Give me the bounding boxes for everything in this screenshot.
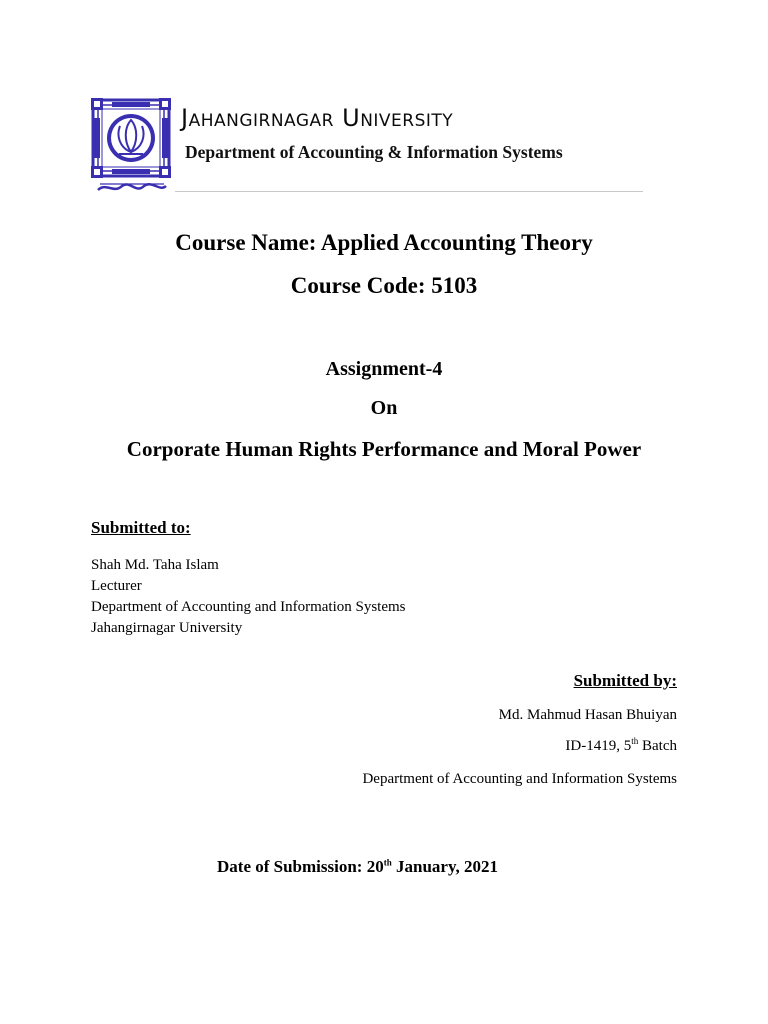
date-prefix: Date of Submission: 20 bbox=[217, 857, 384, 876]
submitter-id-suffix: Batch bbox=[638, 738, 677, 754]
recipient-university: Jahangirnagar University bbox=[91, 620, 243, 636]
submitter-department: Department of Accounting and Information Systems bbox=[362, 771, 677, 787]
header-divider bbox=[175, 191, 643, 192]
course-code: Course Code: 5103 bbox=[290, 273, 478, 298]
course-name: Course Name: Applied Accounting Theory bbox=[175, 230, 593, 255]
university-logo-icon bbox=[90, 98, 172, 198]
submitted-to-heading: Submitted to: bbox=[91, 518, 191, 537]
submitted-to-details bbox=[91, 555, 406, 639]
assignment-title: Assignment-4 bbox=[325, 358, 443, 380]
department-name: Department of Accounting & Information Systems bbox=[185, 142, 563, 162]
recipient-department: Department of Accounting and Information Systems bbox=[91, 599, 406, 615]
recipient-name: Shah Md. Taha Islam bbox=[91, 557, 219, 573]
submitter-name: Md. Mahmud Hasan Bhuiyan bbox=[498, 707, 677, 723]
assignment-topic: Corporate Human Rights Performance and Moral Power bbox=[126, 437, 642, 461]
date-suffix: January, 2021 bbox=[391, 857, 499, 876]
submitted-by-heading: Submitted by: bbox=[573, 671, 677, 690]
submission-date bbox=[217, 857, 498, 877]
submitter-id-superscript: th bbox=[631, 736, 639, 746]
assignment-on: On bbox=[370, 397, 398, 419]
submitter-id bbox=[565, 738, 677, 755]
submitter-id-prefix: ID-1419, 5 bbox=[565, 738, 632, 754]
date-superscript: th bbox=[383, 857, 392, 868]
university-name: Jahangirnagar University bbox=[181, 104, 454, 132]
recipient-designation: Lecturer bbox=[91, 578, 142, 594]
